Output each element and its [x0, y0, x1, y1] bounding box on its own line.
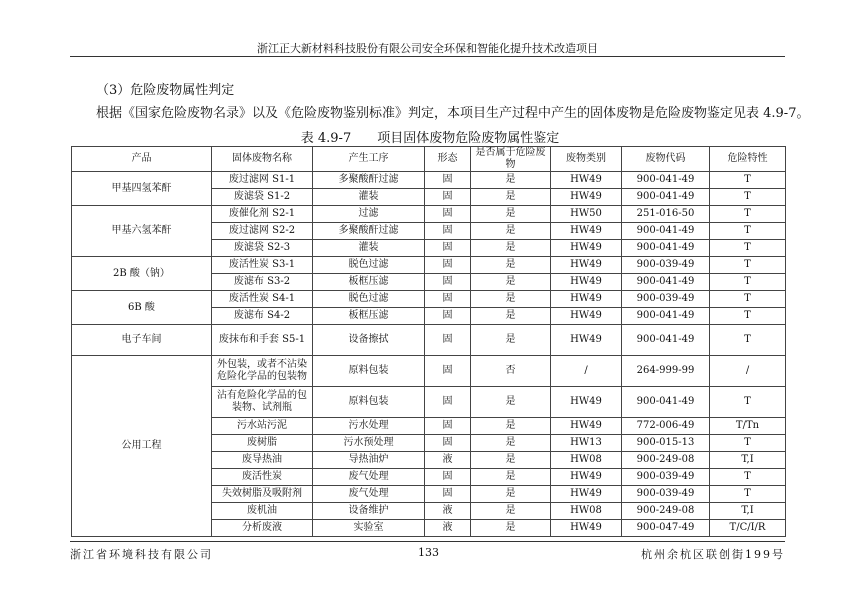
process-cell: 污水预处理	[313, 435, 425, 452]
col-header-form: 形态	[425, 147, 471, 172]
process-cell: 脱色过滤	[313, 291, 425, 308]
process-cell: 原料包装	[313, 356, 425, 387]
category-cell: HW50	[551, 206, 622, 223]
property-cell: T	[710, 435, 786, 452]
category-cell: HW49	[551, 387, 622, 418]
category-cell: HW49	[551, 418, 622, 435]
table-row	[72, 206, 786, 223]
category-cell: /	[551, 356, 622, 387]
category-cell: HW08	[551, 452, 622, 469]
hazardous-cell: 是	[471, 240, 551, 257]
property-cell: T	[710, 240, 786, 257]
code-cell: 900-015-13	[622, 435, 710, 452]
process-cell: 脱色过滤	[313, 257, 425, 274]
code-cell: 900-041-49	[622, 189, 710, 206]
category-cell: HW49	[551, 172, 622, 189]
col-header-product: 产品	[72, 147, 212, 172]
header-divider	[70, 56, 785, 57]
product-cell: 甲基四氢苯酐	[72, 172, 212, 206]
running-header: 浙江正大新材料科技股份有限公司安全环保和智能化提升技术改造项目	[257, 42, 598, 55]
property-cell: T	[710, 469, 786, 486]
hazardous-cell: 是	[471, 223, 551, 240]
product-cell: 2B 酸（钠）	[72, 257, 212, 291]
footer-company: 浙江省环境科技有限公司	[70, 548, 213, 561]
hazardous-cell: 是	[471, 503, 551, 520]
hazardous-cell: 是	[471, 172, 551, 189]
process-cell: 灌装	[313, 189, 425, 206]
form-cell: 液	[425, 503, 471, 520]
waste-name-cell: 沾有危险化学品的包装物、试剂瓶	[212, 387, 313, 418]
hazardous-cell: 是	[471, 486, 551, 503]
waste-name-cell: 废活性炭 S4-1	[212, 291, 313, 308]
hazardous-cell: 是	[471, 452, 551, 469]
waste-name-cell: 废机油	[212, 503, 313, 520]
property-cell: /	[710, 356, 786, 387]
process-cell: 导热油炉	[313, 452, 425, 469]
process-cell: 板框压滤	[313, 274, 425, 291]
form-cell: 固	[425, 240, 471, 257]
waste-name-cell: 废过滤网 S1-1	[212, 172, 313, 189]
table-header-row	[72, 147, 786, 172]
form-cell: 固	[425, 274, 471, 291]
waste-name-cell: 失效树脂及吸附剂	[212, 486, 313, 503]
footer-address: 杭州余杭区联创街199号	[641, 548, 785, 561]
code-cell: 264-999-99	[622, 356, 710, 387]
body-paragraph: 根据《国家危险废物名录》以及《危险废物鉴别标准》判定，本项目生产过程中产生的固体废物是危险废物鉴定见表 4.9-7。	[96, 106, 810, 121]
hazardous-cell: 是	[471, 387, 551, 418]
process-cell: 多聚酸酐过滤	[313, 172, 425, 189]
code-cell: 900-039-49	[622, 469, 710, 486]
form-cell: 固	[425, 308, 471, 325]
process-cell: 原料包装	[313, 387, 425, 418]
property-cell: T	[710, 257, 786, 274]
category-cell: HW49	[551, 469, 622, 486]
waste-name-cell: 废导热油	[212, 452, 313, 469]
hazardous-cell: 是	[471, 291, 551, 308]
process-cell: 实验室	[313, 520, 425, 537]
waste-name-cell: 废滤袋 S1-2	[212, 189, 313, 206]
waste-name-cell: 废树脂	[212, 435, 313, 452]
category-cell: HW49	[551, 189, 622, 206]
table-caption: 表 4.9-7 项目固体废物危险废物属性鉴定	[300, 131, 560, 146]
form-cell: 固	[425, 356, 471, 387]
process-cell: 过滤	[313, 206, 425, 223]
product-cell: 6B 酸	[72, 291, 212, 325]
waste-name-cell: 污水站污泥	[212, 418, 313, 435]
form-cell: 固	[425, 418, 471, 435]
waste-name-cell: 废滤袋 S2-3	[212, 240, 313, 257]
table-row	[72, 172, 786, 189]
table-row	[72, 325, 786, 356]
waste-name-cell: 外包装，或者不沾染危险化学品的包装物	[212, 356, 313, 387]
hazardous-cell: 是	[471, 520, 551, 537]
form-cell: 固	[425, 486, 471, 503]
form-cell: 液	[425, 452, 471, 469]
col-header-category: 废物类别	[551, 147, 622, 172]
process-cell: 废气处理	[313, 486, 425, 503]
col-header-is-hazardous: 是否属于危险废物	[471, 147, 551, 172]
code-cell: 900-041-49	[622, 172, 710, 189]
form-cell: 固	[425, 257, 471, 274]
process-cell: 设备维护	[313, 503, 425, 520]
code-cell: 900-249-08	[622, 452, 710, 469]
process-cell: 板框压滤	[313, 308, 425, 325]
hazardous-cell: 否	[471, 356, 551, 387]
property-cell: T	[710, 308, 786, 325]
col-header-code: 废物代码	[622, 147, 710, 172]
category-cell: HW49	[551, 274, 622, 291]
code-cell: 900-249-08	[622, 503, 710, 520]
category-cell: HW49	[551, 520, 622, 537]
form-cell: 固	[425, 435, 471, 452]
category-cell: HW49	[551, 325, 622, 356]
code-cell: 900-047-49	[622, 520, 710, 537]
property-cell: T	[710, 387, 786, 418]
hazardous-cell: 是	[471, 325, 551, 356]
waste-name-cell: 废滤布 S3-2	[212, 274, 313, 291]
property-cell: T/C/I/R	[710, 520, 786, 537]
property-cell: T,I	[710, 452, 786, 469]
property-cell: T	[710, 172, 786, 189]
waste-name-cell: 废活性炭	[212, 469, 313, 486]
property-cell: T	[710, 325, 786, 356]
waste-name-cell: 分析废液	[212, 520, 313, 537]
process-cell: 多聚酸酐过滤	[313, 223, 425, 240]
waste-name-cell: 废催化剂 S2-1	[212, 206, 313, 223]
form-cell: 固	[425, 172, 471, 189]
category-cell: HW49	[551, 308, 622, 325]
col-header-process: 产生工序	[313, 147, 425, 172]
code-cell: 772-006-49	[622, 418, 710, 435]
process-cell: 污水处理	[313, 418, 425, 435]
table-body	[72, 172, 786, 537]
code-cell: 900-041-49	[622, 223, 710, 240]
hazardous-cell: 是	[471, 435, 551, 452]
code-cell: 900-041-49	[622, 240, 710, 257]
code-cell: 900-041-49	[622, 274, 710, 291]
col-header-property: 危险特性	[710, 147, 786, 172]
waste-name-cell: 废抹布和手套 S5-1	[212, 325, 313, 356]
hazardous-cell: 是	[471, 418, 551, 435]
form-cell: 固	[425, 387, 471, 418]
waste-name-cell: 废滤布 S4-2	[212, 308, 313, 325]
waste-name-cell: 废活性炭 S3-1	[212, 257, 313, 274]
form-cell: 固	[425, 469, 471, 486]
code-cell: 900-041-49	[622, 387, 710, 418]
table-row	[72, 356, 786, 387]
waste-name-cell: 废过滤网 S2-2	[212, 223, 313, 240]
form-cell: 液	[425, 520, 471, 537]
form-cell: 固	[425, 206, 471, 223]
code-cell: 251-016-50	[622, 206, 710, 223]
property-cell: T	[710, 189, 786, 206]
property-cell: T	[710, 291, 786, 308]
page-number: 133	[418, 546, 439, 559]
product-cell: 电子车间	[72, 325, 212, 356]
product-cell: 公用工程	[72, 356, 212, 537]
category-cell: HW49	[551, 291, 622, 308]
form-cell: 固	[425, 189, 471, 206]
property-cell: T/Tn	[710, 418, 786, 435]
hazardous-cell: 是	[471, 189, 551, 206]
form-cell: 固	[425, 325, 471, 356]
product-cell: 甲基六氢苯酐	[72, 206, 212, 257]
property-cell: T	[710, 206, 786, 223]
category-cell: HW49	[551, 486, 622, 503]
hazardous-cell: 是	[471, 206, 551, 223]
category-cell: HW49	[551, 223, 622, 240]
col-header-waste-name: 固体废物名称	[212, 147, 313, 172]
category-cell: HW13	[551, 435, 622, 452]
category-cell: HW08	[551, 503, 622, 520]
code-cell: 900-041-49	[622, 325, 710, 356]
footer-divider	[70, 541, 785, 542]
process-cell: 灌装	[313, 240, 425, 257]
section-title: （3）危险废物属性判定	[96, 83, 235, 98]
code-cell: 900-039-49	[622, 257, 710, 274]
property-cell: T	[710, 486, 786, 503]
property-cell: T	[710, 274, 786, 291]
process-cell: 设备擦拭	[313, 325, 425, 356]
hazardous-cell: 是	[471, 274, 551, 291]
code-cell: 900-041-49	[622, 308, 710, 325]
hazardous-cell: 是	[471, 257, 551, 274]
category-cell: HW49	[551, 240, 622, 257]
code-cell: 900-039-49	[622, 486, 710, 503]
property-cell: T	[710, 223, 786, 240]
table-row	[72, 257, 786, 274]
code-cell: 900-039-49	[622, 291, 710, 308]
form-cell: 固	[425, 291, 471, 308]
property-cell: T,I	[710, 503, 786, 520]
category-cell: HW49	[551, 257, 622, 274]
hazardous-cell: 是	[471, 469, 551, 486]
table-row	[72, 291, 786, 308]
hazardous-cell: 是	[471, 308, 551, 325]
process-cell: 废气处理	[313, 469, 425, 486]
form-cell: 固	[425, 223, 471, 240]
hazardous-waste-table	[71, 146, 786, 537]
